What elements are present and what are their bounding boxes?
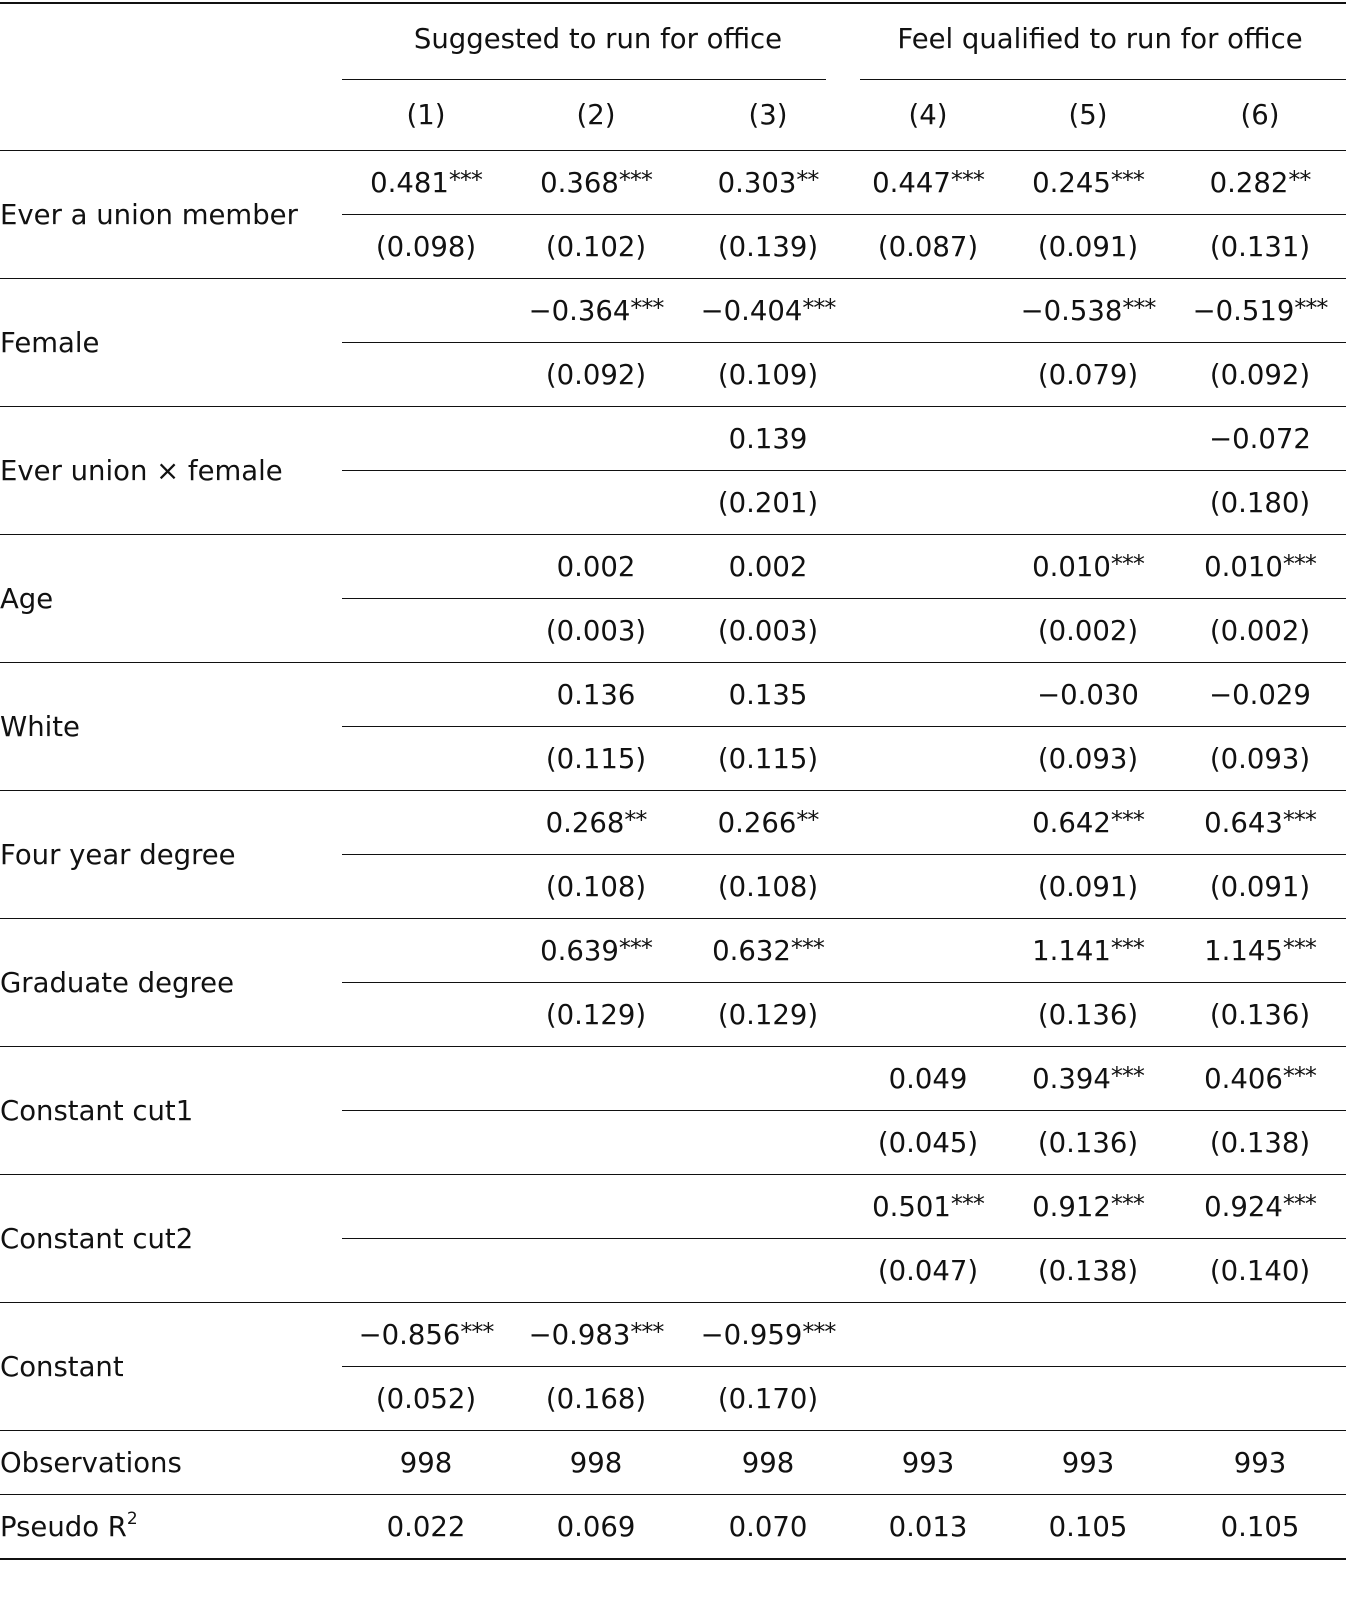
column-number: (5) [1068,99,1108,131]
coefficient-cell [1002,279,1174,343]
column-number: (3) [748,99,788,131]
significance-stars: *** [1110,806,1144,834]
coefficient-cell [510,407,682,471]
standard-error-cell: (0.136) [1037,998,1139,1031]
estimate: −0.538 [1020,295,1123,327]
significance-stars: *** [802,294,836,322]
standard-error-cell: (0.102) [545,230,647,263]
coefficient-cell [510,791,682,855]
statistic-value: 998 [569,1446,623,1479]
coefficient-row [0,1047,1346,1111]
standard-error-cell [1002,1367,1174,1431]
coefficient-cell [1002,535,1174,599]
estimate: 0.912 [1032,1191,1111,1223]
coefficient-row [0,663,1346,727]
estimate: 0.002 [728,550,808,583]
statistic-value: 0.070 [728,1510,808,1543]
coefficient-row [0,791,1346,855]
significance-stars: *** [802,1318,836,1346]
standard-error-cell: (0.138) [1037,1254,1139,1287]
group-header-suggested [342,3,854,80]
estimate: −0.519 [1192,295,1295,327]
estimate: −0.983 [528,1319,631,1351]
coefficient-cell [342,151,510,215]
standard-error-cell: (0.098) [375,230,477,263]
statistic-label [0,1495,342,1560]
estimate: 0.481 [370,167,449,199]
standard-error-cell: (0.138) [1209,1126,1311,1159]
standard-error-cell [342,855,510,919]
standard-error-cell: (0.115) [717,742,819,775]
coefficient-cell [682,1175,854,1239]
significance-stars: *** [1282,934,1316,962]
standard-error-cell: (0.140) [1209,1254,1311,1287]
statistic-label-text: Observations [0,1446,182,1479]
estimate: 0.639 [540,935,619,967]
standard-error-cell: (0.108) [717,870,819,903]
estimate: 0.282 [1209,167,1289,199]
standard-error-cell: (0.129) [545,998,647,1031]
coefficient-cell [1002,151,1174,215]
statistic-row [0,1431,1346,1495]
estimate: 0.924 [1204,1191,1283,1223]
coefficient-cell [342,407,510,471]
statistic-value: 993 [1233,1446,1287,1479]
standard-error-cell: (0.052) [375,1382,477,1415]
coefficient-cell [510,919,682,983]
coefficient-row [0,535,1346,599]
estimate: 0.642 [1032,807,1111,839]
statistic-value: 993 [1061,1446,1115,1479]
statistic-value: 998 [741,1446,795,1479]
coefficient-cell [342,663,510,727]
significance-stars: *** [1294,294,1328,322]
column-number-row [0,80,1346,151]
standard-error-cell: (0.180) [1209,486,1311,519]
significance-stars: *** [1110,934,1144,962]
column-number: (2) [576,99,616,131]
standard-error-cell [854,343,1002,407]
coefficient-cell [342,791,510,855]
estimate: 1.145 [1204,935,1283,967]
variable-label: Constant [0,1350,124,1383]
standard-error-cell [342,1111,510,1175]
coefficient-cell [1174,1303,1346,1367]
significance-stars: *** [1282,1062,1316,1090]
coefficient-cell [1002,663,1174,727]
group-underline [860,79,1346,81]
standard-error-cell [854,727,1002,791]
standard-error-cell: (0.109) [717,358,819,391]
significance-stars: *** [950,166,984,194]
variable-label: Ever union × female [0,454,283,487]
statistic-label-text: Pseudo R [0,1510,127,1543]
standard-error-cell [1002,471,1174,535]
significance-stars: *** [1282,1190,1316,1218]
coefficient-cell [342,279,510,343]
standard-error-cell: (0.091) [1037,870,1139,903]
significance-stars: *** [1110,550,1144,578]
estimate: 0.447 [872,167,951,199]
standard-error-cell [342,983,510,1047]
estimate: −0.959 [700,1319,803,1351]
standard-error-cell [342,471,510,535]
significance-stars: *** [618,166,652,194]
coefficient-cell [1174,1175,1346,1239]
variable-label: Graduate degree [0,966,235,999]
standard-error-cell [854,471,1002,535]
coefficient-cell [1002,1303,1174,1367]
standard-error-cell: (0.092) [1209,358,1311,391]
estimate: −0.029 [1209,678,1311,711]
standard-error-cell: (0.131) [1209,230,1311,263]
standard-error-cell: (0.136) [1037,1126,1139,1159]
group-label: Suggested to run for office [413,23,783,55]
significance-stars: *** [618,934,652,962]
table-body [0,151,1346,1560]
coefficient-cell [854,1175,1002,1239]
coefficient-cell [1174,919,1346,983]
estimate: 0.136 [556,678,636,711]
estimate: 0.049 [888,1062,968,1095]
coefficient-cell [510,1303,682,1367]
significance-stars: *** [460,1318,494,1346]
coefficient-cell [682,791,854,855]
standard-error-cell: (0.045) [877,1126,979,1159]
standard-error-cell: (0.093) [1037,742,1139,775]
group-label: Feel qualified to run for office [897,23,1303,55]
standard-error-cell: (0.129) [717,998,819,1031]
coefficient-cell [854,791,1002,855]
statistic-value: 0.022 [386,1510,466,1543]
coefficient-cell [510,535,682,599]
standard-error-cell [854,855,1002,919]
standard-error-cell [854,1367,1002,1431]
standard-error-cell: (0.093) [1209,742,1311,775]
column-number: (6) [1240,99,1280,131]
estimate: 0.139 [728,422,808,455]
statistic-value: 0.013 [888,1510,968,1543]
estimate: 0.394 [1032,1063,1111,1095]
significance-stars: *** [1282,806,1316,834]
standard-error-cell: (0.115) [545,742,647,775]
coefficient-cell [682,535,854,599]
group-underline [342,79,826,81]
statistic-label-superscript: 2 [126,1508,138,1529]
significance-stars: ** [1288,166,1311,194]
significance-stars: *** [448,166,482,194]
coefficient-cell [854,279,1002,343]
standard-error-cell [682,1239,854,1303]
statistic-value: 0.105 [1048,1510,1128,1543]
estimate: −0.856 [358,1319,461,1351]
estimate: 0.406 [1204,1063,1283,1095]
corner-cell [0,80,342,151]
standard-error-cell [342,1239,510,1303]
coefficient-cell [854,151,1002,215]
estimate: −0.404 [700,295,803,327]
coefficient-cell [854,535,1002,599]
standard-error-cell [342,343,510,407]
estimate: 0.303 [717,167,797,199]
group-header-qualified [854,3,1346,80]
coefficient-cell [510,663,682,727]
standard-error-cell [342,727,510,791]
coefficient-cell [510,1047,682,1111]
coefficient-row [0,1303,1346,1367]
coefficient-row [0,1175,1346,1239]
standard-error-cell [342,599,510,663]
coefficient-cell [682,151,854,215]
standard-error-cell: (0.136) [1209,998,1311,1031]
coefficient-cell [342,1303,510,1367]
standard-error-cell: (0.002) [1037,614,1139,647]
coefficient-cell [1174,791,1346,855]
coefficient-cell [854,663,1002,727]
estimate: 1.141 [1032,935,1111,967]
coefficient-cell [1002,919,1174,983]
variable-label: Ever a union member [0,198,298,231]
estimate: −0.364 [528,295,631,327]
estimate: 0.010 [1204,551,1283,583]
coefficient-cell [682,407,854,471]
significance-stars: *** [1110,1062,1144,1090]
standard-error-cell: (0.108) [545,870,647,903]
statistic-value: 0.069 [556,1510,636,1543]
coefficient-cell [854,1303,1002,1367]
estimate: 0.632 [712,935,791,967]
coefficient-cell [342,919,510,983]
coefficient-row [0,407,1346,471]
corner-cell [0,3,342,80]
variable-label: Age [0,582,54,615]
coefficient-row [0,279,1346,343]
estimate: 0.643 [1204,807,1283,839]
coefficient-cell [1002,1175,1174,1239]
column-number: (4) [908,99,948,131]
significance-stars: *** [950,1190,984,1218]
coefficient-cell [1002,1047,1174,1111]
coefficient-cell [342,1175,510,1239]
coefficient-cell [1174,663,1346,727]
statistic-value: 993 [901,1446,955,1479]
coefficient-cell [1174,407,1346,471]
coefficient-row [0,919,1346,983]
regression-table [0,2,1346,1560]
estimate: 0.266 [717,807,797,839]
coefficient-row [0,151,1346,215]
significance-stars: *** [1110,1190,1144,1218]
standard-error-cell: (0.003) [717,614,819,647]
group-header-row [0,3,1346,80]
coefficient-cell [1174,151,1346,215]
standard-error-cell: (0.047) [877,1254,979,1287]
significance-stars: ** [624,806,647,834]
coefficient-cell [510,279,682,343]
coefficient-cell [682,663,854,727]
standard-error-cell: (0.087) [877,230,979,263]
column-number: (1) [406,99,446,131]
standard-error-cell: (0.091) [1037,230,1139,263]
significance-stars: *** [630,294,664,322]
coefficient-cell [854,407,1002,471]
standard-error-cell: (0.168) [545,1382,647,1415]
statistic-row [0,1495,1346,1560]
standard-error-cell: (0.139) [717,230,819,263]
coefficient-cell [510,1175,682,1239]
coefficient-cell [854,1047,1002,1111]
standard-error-cell: (0.079) [1037,358,1139,391]
standard-error-cell [510,1239,682,1303]
variable-label: Constant cut2 [0,1222,194,1255]
estimate: 0.501 [872,1191,951,1223]
variable-label: White [0,710,80,743]
significance-stars: ** [796,806,819,834]
coefficient-cell [1174,279,1346,343]
variable-label: Four year degree [0,838,236,871]
variable-label: Constant cut1 [0,1094,194,1127]
estimate: 0.135 [728,678,808,711]
coefficient-cell [682,1303,854,1367]
standard-error-cell: (0.091) [1209,870,1311,903]
coefficient-cell [682,919,854,983]
variable-label: Female [0,326,100,359]
standard-error-cell [1174,1367,1346,1431]
standard-error-cell [682,1111,854,1175]
estimate: −0.030 [1037,678,1139,711]
standard-error-cell: (0.201) [717,486,819,519]
coefficient-cell [1174,1047,1346,1111]
standard-error-cell: (0.003) [545,614,647,647]
coefficient-cell [1002,407,1174,471]
standard-error-cell [854,983,1002,1047]
significance-stars: *** [1122,294,1156,322]
statistic-value: 998 [399,1446,453,1479]
significance-stars: *** [1110,166,1144,194]
standard-error-cell [510,1111,682,1175]
estimate: −0.072 [1209,422,1311,455]
standard-error-cell: (0.002) [1209,614,1311,647]
significance-stars: *** [790,934,824,962]
significance-stars: *** [1282,550,1316,578]
coefficient-cell [682,279,854,343]
significance-stars: *** [630,1318,664,1346]
coefficient-cell [510,151,682,215]
standard-error-cell [510,471,682,535]
standard-error-cell [854,599,1002,663]
estimate: 0.268 [545,807,625,839]
coefficient-cell [682,1047,854,1111]
coefficient-cell [1002,791,1174,855]
coefficient-cell [854,919,1002,983]
statistic-label [0,1431,342,1495]
statistic-value: 0.105 [1220,1510,1300,1543]
estimate: 0.368 [540,167,619,199]
coefficient-cell [342,535,510,599]
estimate: 0.010 [1032,551,1111,583]
coefficient-cell [1174,535,1346,599]
standard-error-cell: (0.092) [545,358,647,391]
estimate: 0.002 [556,550,636,583]
coefficient-cell [342,1047,510,1111]
significance-stars: ** [796,166,819,194]
standard-error-cell: (0.170) [717,1382,819,1415]
estimate: 0.245 [1032,167,1111,199]
